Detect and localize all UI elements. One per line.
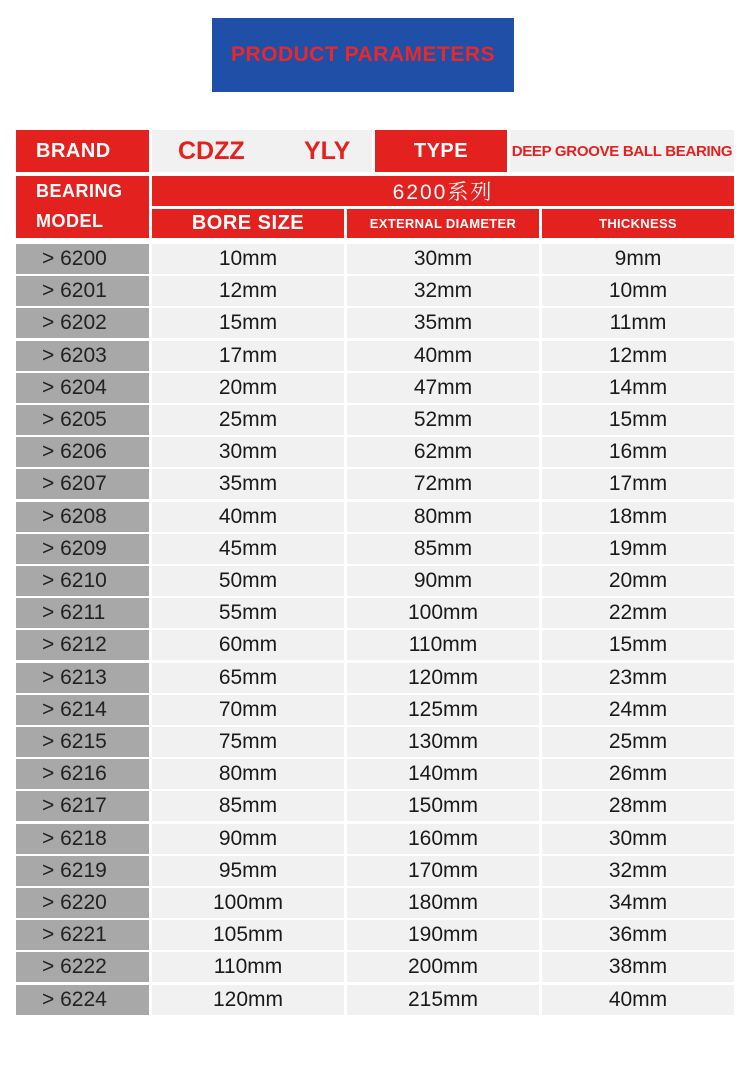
- row-external-diameter-cell: 140mm: [347, 759, 539, 789]
- row-thickness-cell: 20mm: [542, 566, 734, 596]
- row-bore-size-cell: 105mm: [152, 920, 344, 950]
- row-thickness-cell: 32mm: [542, 856, 734, 886]
- table-row: [0, 373, 750, 403]
- table-row: [0, 534, 750, 564]
- table-row: [0, 341, 750, 371]
- row-model-cell: > 6222: [16, 952, 149, 982]
- row-thickness-cell: 24mm: [542, 695, 734, 725]
- row-thickness-cell: 14mm: [542, 373, 734, 403]
- row-external-diameter-cell: 47mm: [347, 373, 539, 403]
- row-bore-size-cell: 15mm: [152, 308, 344, 338]
- row-model-cell: > 6210: [16, 566, 149, 596]
- row-thickness-cell: 30mm: [542, 824, 734, 854]
- row-external-diameter-cell: 200mm: [347, 952, 539, 982]
- table-row: [0, 437, 750, 467]
- bearing-model-label-cell: [16, 176, 149, 238]
- table-row: [0, 469, 750, 499]
- row-model-cell: > 6220: [16, 888, 149, 918]
- row-thickness-cell: 38mm: [542, 952, 734, 982]
- row-bore-size-cell: 70mm: [152, 695, 344, 725]
- table-row: [0, 888, 750, 918]
- table-row: [0, 244, 750, 274]
- row-model-cell: > 6217: [16, 791, 149, 821]
- row-external-diameter-cell: 170mm: [347, 856, 539, 886]
- row-thickness-cell: 25mm: [542, 727, 734, 757]
- row-bore-size-cell: 20mm: [152, 373, 344, 403]
- row-model-cell: > 6214: [16, 695, 149, 725]
- row-thickness-cell: 17mm: [542, 469, 734, 499]
- row-model-cell: > 6218: [16, 824, 149, 854]
- row-model-cell: > 6202: [16, 308, 149, 338]
- row-model-cell: > 6219: [16, 856, 149, 886]
- bearing-model-label-line2: MODEL: [36, 211, 104, 231]
- table-row: [0, 985, 750, 1015]
- row-external-diameter-cell: 100mm: [347, 598, 539, 628]
- row-model-cell: > 6213: [16, 663, 149, 693]
- table-row: [0, 663, 750, 693]
- type-value-cell: [510, 130, 734, 172]
- row-bore-size-cell: 95mm: [152, 856, 344, 886]
- row-model-cell: > 6221: [16, 920, 149, 950]
- table-row: [0, 276, 750, 306]
- row-bore-size-cell: 110mm: [152, 952, 344, 982]
- row-external-diameter-cell: 30mm: [347, 244, 539, 274]
- row-external-diameter-cell: 72mm: [347, 469, 539, 499]
- row-model-cell: > 6200: [16, 244, 149, 274]
- row-thickness-cell: 40mm: [542, 985, 734, 1015]
- row-bore-size-cell: 45mm: [152, 534, 344, 564]
- column-header-bore-size: [152, 209, 344, 238]
- type-label: TYPE: [413, 139, 469, 162]
- table-row: [0, 405, 750, 435]
- row-model-cell: > 6206: [16, 437, 149, 467]
- row-external-diameter-cell: 125mm: [347, 695, 539, 725]
- column-label-external-diameter: EXTERNAL DIAMETER: [369, 216, 517, 231]
- row-thickness-cell: 26mm: [542, 759, 734, 789]
- row-model-cell: > 6207: [16, 469, 149, 499]
- row-thickness-cell: 34mm: [542, 888, 734, 918]
- table-row: [0, 824, 750, 854]
- column-label-thickness: THICKNESS: [599, 216, 677, 231]
- row-external-diameter-cell: 215mm: [347, 985, 539, 1015]
- table-row: [0, 695, 750, 725]
- row-bore-size-cell: 40mm: [152, 502, 344, 532]
- brand-label-cell: [16, 130, 149, 172]
- table-row: [0, 308, 750, 338]
- brand-label: BRAND: [36, 139, 111, 162]
- row-bore-size-cell: 17mm: [152, 341, 344, 371]
- row-thickness-cell: 28mm: [542, 791, 734, 821]
- row-external-diameter-cell: 130mm: [347, 727, 539, 757]
- row-thickness-cell: 36mm: [542, 920, 734, 950]
- row-model-cell: > 6203: [16, 341, 149, 371]
- series-header: [152, 176, 734, 206]
- row-external-diameter-cell: 80mm: [347, 502, 539, 532]
- row-thickness-cell: 15mm: [542, 630, 734, 660]
- row-bore-size-cell: 85mm: [152, 791, 344, 821]
- table-row: [0, 598, 750, 628]
- row-bore-size-cell: 55mm: [152, 598, 344, 628]
- row-thickness-cell: 23mm: [542, 663, 734, 693]
- table-row: [0, 502, 750, 532]
- table-row: [0, 952, 750, 982]
- row-external-diameter-cell: 35mm: [347, 308, 539, 338]
- row-external-diameter-cell: 62mm: [347, 437, 539, 467]
- row-bore-size-cell: 90mm: [152, 824, 344, 854]
- row-external-diameter-cell: 110mm: [347, 630, 539, 660]
- row-thickness-cell: 15mm: [542, 405, 734, 435]
- row-thickness-cell: 16mm: [542, 437, 734, 467]
- row-external-diameter-cell: 52mm: [347, 405, 539, 435]
- row-model-cell: > 6209: [16, 534, 149, 564]
- table-row: [0, 727, 750, 757]
- row-bore-size-cell: 100mm: [152, 888, 344, 918]
- brand-values-cell: [152, 130, 372, 172]
- row-bore-size-cell: 75mm: [152, 727, 344, 757]
- row-thickness-cell: 12mm: [542, 341, 734, 371]
- row-thickness-cell: 9mm: [542, 244, 734, 274]
- row-model-cell: > 6212: [16, 630, 149, 660]
- row-bore-size-cell: 50mm: [152, 566, 344, 596]
- column-header-thickness: [542, 209, 734, 238]
- row-external-diameter-cell: 32mm: [347, 276, 539, 306]
- row-bore-size-cell: 65mm: [152, 663, 344, 693]
- series-label: 6200系列: [392, 181, 494, 204]
- row-thickness-cell: 18mm: [542, 502, 734, 532]
- brand-value-cdzz: CDZZ: [178, 136, 245, 165]
- row-external-diameter-cell: 190mm: [347, 920, 539, 950]
- page-title-banner: [212, 18, 514, 92]
- column-header-external-diameter: [347, 209, 539, 238]
- row-external-diameter-cell: 85mm: [347, 534, 539, 564]
- row-model-cell: > 6211: [16, 598, 149, 628]
- row-thickness-cell: 10mm: [542, 276, 734, 306]
- table-row: [0, 759, 750, 789]
- row-thickness-cell: 22mm: [542, 598, 734, 628]
- row-bore-size-cell: 12mm: [152, 276, 344, 306]
- table-row: [0, 791, 750, 821]
- row-model-cell: > 6205: [16, 405, 149, 435]
- table-row: [0, 566, 750, 596]
- row-bore-size-cell: 35mm: [152, 469, 344, 499]
- row-external-diameter-cell: 40mm: [347, 341, 539, 371]
- type-label-cell: [375, 130, 507, 172]
- row-model-cell: > 6201: [16, 276, 149, 306]
- row-external-diameter-cell: 90mm: [347, 566, 539, 596]
- row-model-cell: > 6208: [16, 502, 149, 532]
- row-external-diameter-cell: 180mm: [347, 888, 539, 918]
- row-thickness-cell: 19mm: [542, 534, 734, 564]
- row-bore-size-cell: 80mm: [152, 759, 344, 789]
- brand-value-yly: YLY: [304, 136, 351, 165]
- row-model-cell: > 6224: [16, 985, 149, 1015]
- page-title: PRODUCT PARAMETERS: [230, 43, 496, 66]
- bearing-model-label-line1: BEARING: [36, 181, 123, 201]
- row-bore-size-cell: 10mm: [152, 244, 344, 274]
- type-value: DEEP GROOVE BALL BEARING: [511, 142, 733, 160]
- row-bore-size-cell: 60mm: [152, 630, 344, 660]
- row-bore-size-cell: 25mm: [152, 405, 344, 435]
- row-bore-size-cell: 30mm: [152, 437, 344, 467]
- row-external-diameter-cell: 160mm: [347, 824, 539, 854]
- table-row: [0, 856, 750, 886]
- row-model-cell: > 6204: [16, 373, 149, 403]
- row-thickness-cell: 11mm: [542, 308, 734, 338]
- row-external-diameter-cell: 150mm: [347, 791, 539, 821]
- row-model-cell: > 6215: [16, 727, 149, 757]
- row-model-cell: > 6216: [16, 759, 149, 789]
- table-row: [0, 920, 750, 950]
- table-row: [0, 630, 750, 660]
- row-bore-size-cell: 120mm: [152, 985, 344, 1015]
- column-label-bore-size: BORE SIZE: [191, 212, 305, 234]
- row-external-diameter-cell: 120mm: [347, 663, 539, 693]
